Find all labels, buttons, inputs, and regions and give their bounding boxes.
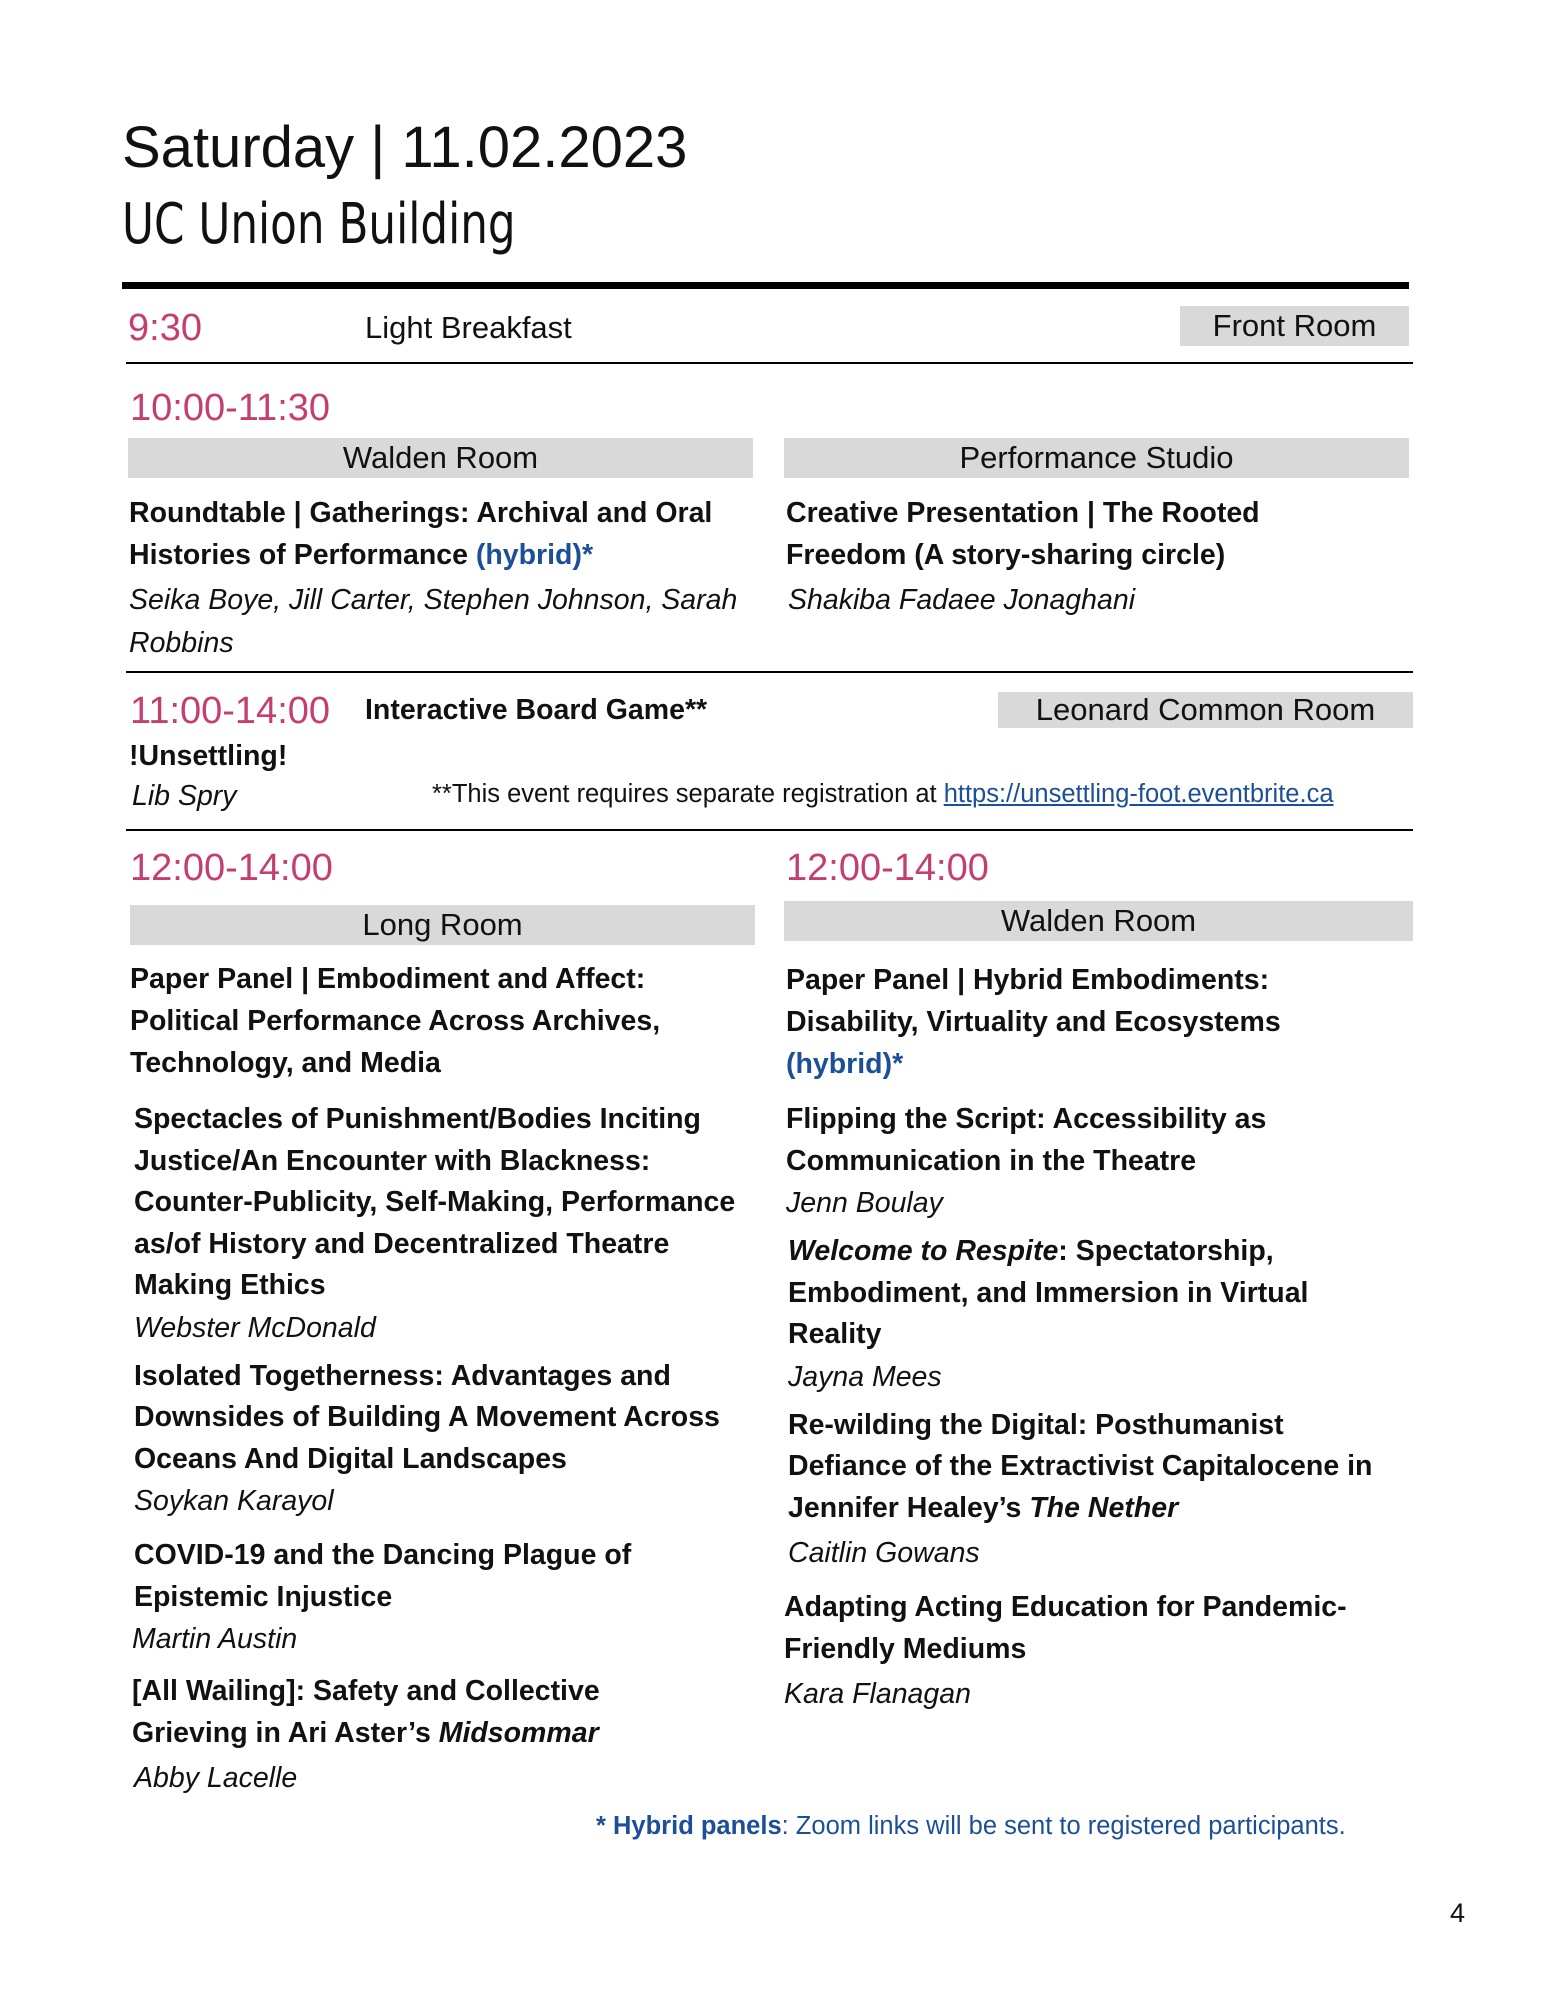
paper-item <box>134 1099 764 1350</box>
event-title-unsettling: !Unsettling! <box>129 740 288 772</box>
paper-title: Spectacles of Punishment/Bodies Inciting Justice/An Encounter with Blackness: Counter-Publicity, Self-Making, Performance as/of History and Decentralized Theatre Making Ethics <box>134 1103 736 1301</box>
paper-item <box>132 1671 692 1800</box>
paper-title: Flipping the Script: Accessibility as Communication in the Theatre <box>786 1103 1267 1177</box>
page-title: Saturday | 11.02.2023 <box>122 115 688 180</box>
paper-item <box>134 1535 694 1661</box>
paper-author: Abby Lacelle <box>134 1762 298 1794</box>
header-divider <box>122 282 1409 289</box>
paper-item <box>784 1587 1394 1716</box>
paper-author: Webster McDonald <box>134 1311 376 1344</box>
time-1200-1400: 12:00-14:00 <box>130 847 333 889</box>
paper-title: Re-wilding the Digital: Posthumanist Defiance of the Extractivist Capitalocene in Jennifer Healey’s The Nether <box>788 1408 1373 1524</box>
paper-author: Jayna Mees <box>788 1360 942 1393</box>
paper-author: Caitlin Gowans <box>788 1537 980 1569</box>
session-creative-presentation: Creative Presentation | The Rooted Freedom (A story-sharing circle) <box>786 497 1260 571</box>
session-paper-panel-hybrid: Paper Panel | Hybrid Embodiments: Disability, Virtuality and Ecosystems (hybrid)* <box>786 964 1281 1080</box>
paper-title: [All Wailing]: Safety and Collective Grieving in Ari Aster’s Midsommar <box>132 1675 600 1749</box>
page-number: 4 <box>1450 1898 1466 1928</box>
paper-author: Jenn Boulay <box>786 1187 943 1219</box>
paper-list-right <box>786 1099 1386 1716</box>
paper-item <box>786 1099 1386 1225</box>
room-leonard-common-room: Leonard Common Room <box>998 692 1413 728</box>
session-paper-panel-embodiment: Paper Panel | Embodiment and Affect: Political Performance Across Archives, Technology, and Media <box>130 963 661 1079</box>
paper-author: Martin Austin <box>132 1623 298 1655</box>
divider <box>126 362 1413 364</box>
room-walden-room: Walden Room <box>128 438 753 478</box>
time-1000-1130: 10:00-11:30 <box>130 387 331 429</box>
paper-list-left <box>134 1099 764 1800</box>
registration-link[interactable]: https://unsettling-foot.eventbrite.ca <box>943 780 1334 808</box>
session-people: Seika Boye, Jill Carter, Stephen Johnson, Sarah Robbins <box>129 584 738 659</box>
room-performance-studio: Performance Studio <box>784 438 1409 478</box>
session-roundtable: Roundtable | Gatherings: Archival and Oral Histories of Performance (hybrid)* <box>129 497 713 571</box>
divider <box>126 671 1413 673</box>
session-people: Shakiba Fadaee Jonaghani <box>788 584 1136 616</box>
room-walden-room: Walden Room <box>784 901 1413 941</box>
paper-item <box>134 1356 764 1524</box>
registration-note: **This event requires separate registration at https://unsettling-foot.eventbrite.ca <box>432 780 1334 808</box>
event-light-breakfast: Light Breakfast <box>365 310 572 345</box>
time-1100-1400: 11:00-14:00 <box>130 690 331 732</box>
paper-item <box>788 1405 1386 1576</box>
event-board-game: Interactive Board Game** <box>365 694 708 726</box>
time-1200-1400: 12:00-14:00 <box>786 847 989 889</box>
paper-author: Soykan Karayol <box>134 1485 334 1517</box>
paper-title: Welcome to Respite: Spectatorship, Embodiment, and Immersion in Virtual Reality <box>788 1235 1309 1350</box>
room-front-room: Front Room <box>1180 306 1409 346</box>
paper-title: Isolated Togetherness: Advantages and Downsides of Building A Movement Across Oceans And Digital Landscapes <box>134 1359 720 1475</box>
paper-title: COVID-19 and the Dancing Plague of Epistemic Injustice <box>134 1539 632 1613</box>
divider <box>126 829 1413 831</box>
paper-author: Kara Flanagan <box>784 1678 971 1710</box>
time-0930: 9:30 <box>128 307 202 349</box>
event-person: Lib Spry <box>132 780 237 812</box>
paper-title: Adapting Acting Education for Pandemic-Friendly Mediums <box>784 1591 1347 1665</box>
room-long-room: Long Room <box>130 905 755 945</box>
hybrid-footnote: * Hybrid panels: Zoom links will be sent to registered participants. <box>596 1812 1346 1840</box>
paper-item <box>788 1231 1386 1399</box>
hybrid-tag: (hybrid)* <box>786 1048 904 1080</box>
hybrid-tag: (hybrid)* <box>475 539 594 571</box>
venue-title: UC Union Building <box>122 192 516 257</box>
